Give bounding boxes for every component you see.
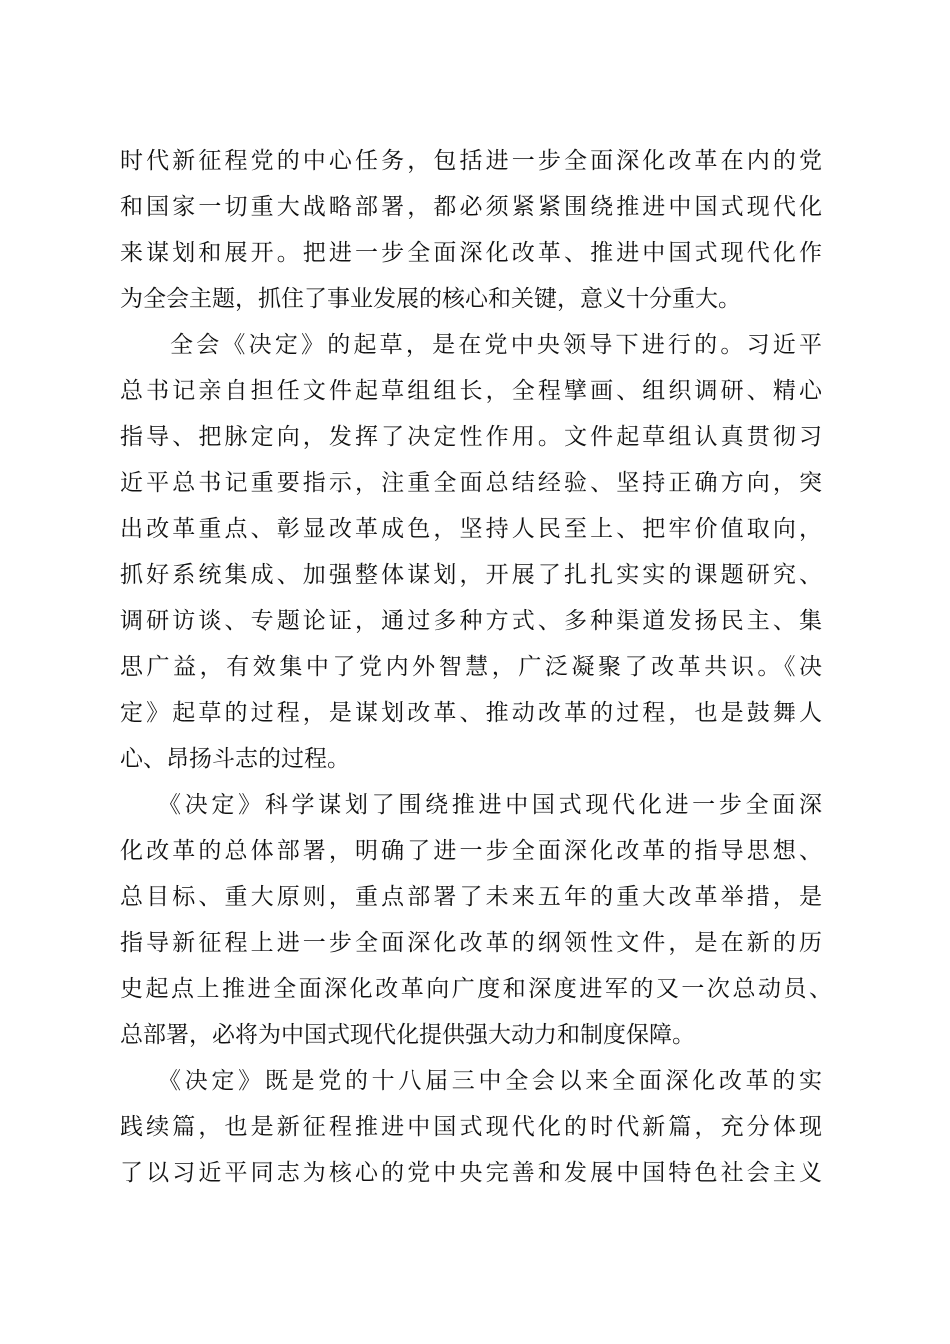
paragraph-first-line: 全会《决定》的起草，是在党中央领导下进行的。习近平 [170, 332, 822, 358]
text-line: 了以习近平同志为核心的党中央完善和发展中国特色社会主义 [120, 1160, 822, 1186]
text-line: 总目标、重大原则，重点部署了未来五年的重大改革举措，是 [120, 884, 822, 910]
text-line: 时代新征程党的中心任务，包括进一步全面深化改革在内的党 [120, 148, 822, 174]
text-line: 为全会主题，抓住了事业发展的核心和关键，意义十分重大。 [120, 286, 741, 312]
text-line: 出改革重点、彰显改革成色，坚持人民至上、把牢价值取向， [120, 516, 822, 542]
paragraph-first-line: 《决定》科学谋划了围绕推进中国式现代化进一步全面深 [158, 792, 822, 818]
text-line: 调研访谈、专题论证，通过多种方式、多种渠道发扬民主、集 [120, 608, 822, 634]
text-line: 近平总书记重要指示，注重全面总结经验、坚持正确方向，突 [120, 470, 822, 496]
text-line: 践续篇，也是新征程推进中国式现代化的时代新篇，充分体现 [120, 1114, 822, 1140]
text-line: 化改革的总体部署，明确了进一步全面深化改革的指导思想、 [120, 838, 822, 864]
text-line: 定》起草的过程，是谋划改革、推动改革的过程，也是鼓舞人 [120, 700, 822, 726]
text-line: 心、昂扬斗志的过程。 [120, 746, 350, 772]
text-line: 和国家一切重大战略部署，都必须紧紧围绕推进中国式现代化 [120, 194, 822, 220]
text-line: 总部署，必将为中国式现代化提供强大动力和制度保障。 [120, 1022, 695, 1048]
text-line: 总书记亲自担任文件起草组组长，全程擘画、组织调研、精心 [120, 378, 822, 404]
text-line: 来谋划和展开。把进一步全面深化改革、推进中国式现代化作 [120, 240, 822, 266]
text-line: 抓好系统集成、加强整体谋划，开展了扎扎实实的课题研究、 [120, 562, 822, 588]
text-line: 史起点上推进全面深化改革向广度和深度进军的又一次总动员、 [120, 976, 832, 1002]
paragraph-first-line: 《决定》既是党的十八届三中全会以来全面深化改革的实 [158, 1068, 822, 1094]
text-line: 指导、把脉定向，发挥了决定性作用。文件起草组认真贯彻习 [120, 424, 822, 450]
text-line: 思广益，有效集中了党内外智慧，广泛凝聚了改革共识。《决 [120, 654, 822, 680]
text-line: 指导新征程上进一步全面深化改革的纲领性文件，是在新的历 [120, 930, 822, 956]
